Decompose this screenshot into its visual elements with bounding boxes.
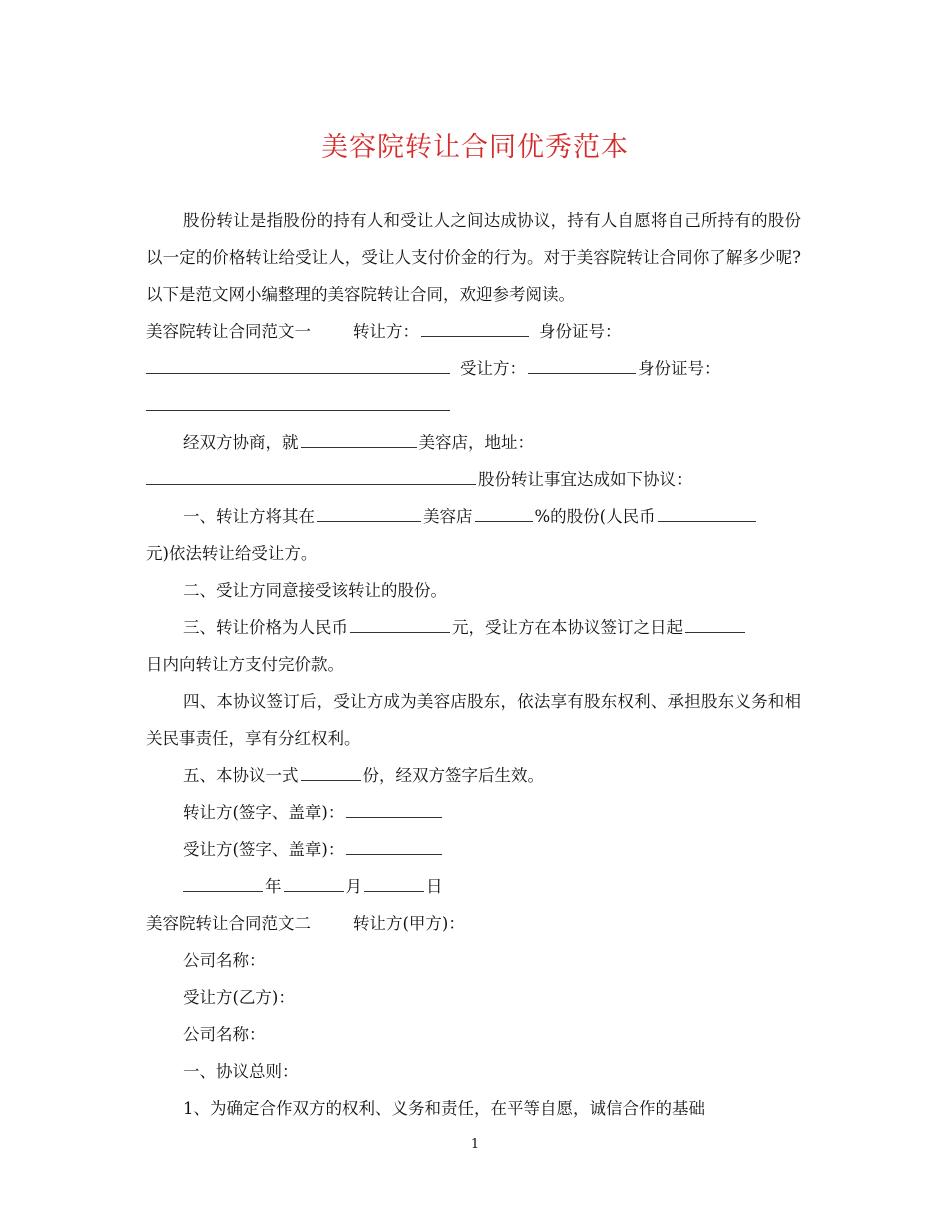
clause1-amount-blank	[658, 505, 756, 522]
clause2: 二、受让方同意接受该转让的股份。	[183, 581, 447, 600]
clause5-suffix: 份，经双方签字后生效。	[362, 766, 544, 785]
clause1-end: 元)依法转让给受让方。	[146, 544, 318, 563]
date-day: 日	[426, 877, 443, 896]
page-number: 1	[470, 1137, 480, 1152]
transferor-id-blank	[146, 357, 450, 374]
transferor-blank	[421, 320, 529, 337]
party-a-label: 转让方(甲方)：	[353, 914, 465, 933]
clause1-prefix: 一、转让方将其在	[183, 507, 315, 526]
sample2-heading-line	[146, 905, 801, 942]
clause1-shop: 美容店	[423, 507, 473, 526]
sample1-heading-line	[146, 313, 801, 350]
year-blank	[183, 875, 263, 892]
intro-paragraph: 股份转让是指股份的持有人和受让人之间达成协议，持有人自愿将自己所持有的股份以一定的价格转让给受让人，受让人支付价金的行为。对于美容院转让合同你了解多少呢?以下是范文网小编整理的美容院转让合同，欢迎参考阅读。	[146, 211, 801, 304]
transferee-id-line	[146, 387, 801, 424]
sign-transferee-blank	[346, 838, 442, 855]
transferee-line	[146, 350, 801, 387]
negotiation-prefix: 经双方协商，就	[183, 433, 299, 452]
transferee-id-blank	[146, 394, 450, 411]
clause3-prefix: 三、转让价格为人民币	[183, 618, 348, 637]
company-name-1: 公司名称：	[183, 951, 266, 970]
date-month: 月	[345, 877, 362, 896]
address-line	[146, 461, 801, 498]
document-body	[146, 202, 801, 1127]
clause3-mid: 元，受让方在本协议签订之日起	[452, 618, 683, 637]
address-blank	[146, 468, 476, 485]
month-blank	[284, 875, 344, 892]
shop-name-blank	[301, 431, 417, 448]
clause1-percent: %的股份(人民币	[534, 507, 656, 526]
clause3-end: 日内向转让方支付完价款。	[146, 655, 344, 674]
document-title: 美容院转让合同优秀范本	[321, 132, 629, 163]
sign-transferor-label: 转让方(签字、盖章)：	[183, 803, 345, 822]
sign-transferee-label: 受让方(签字、盖章)：	[183, 840, 345, 859]
sample1-heading: 美容院转让合同范文一	[146, 322, 311, 341]
negotiation-line	[146, 424, 801, 461]
transferor-id-label: 身份证号：	[539, 322, 622, 341]
clause1-shop-blank	[317, 505, 421, 522]
party-b-label: 受让方(乙方)：	[183, 988, 295, 1007]
transferor-label: 转让方：	[353, 322, 419, 341]
sign-transferor-blank	[346, 801, 442, 818]
general-item-1: 1、为确定合作双方的权利、义务和责任，在平等自愿，诚信合作的基础	[183, 1099, 705, 1118]
negotiation-suffix: 股份转让事宜达成如下协议：	[478, 470, 693, 489]
clause1-line	[146, 498, 801, 535]
date-year: 年	[265, 877, 282, 896]
clause4: 四、本协议签订后，受让方成为美容店股东，依法享有股东权利、承担股东义务和相关民事责任，享有分红权利。	[146, 692, 801, 748]
transferee-label: 受让方：	[460, 359, 526, 378]
sign-transferee-line	[146, 831, 801, 868]
clause5-prefix: 五、本协议一式	[183, 766, 299, 785]
clause3-line	[146, 609, 801, 646]
sample2-heading: 美容院转让合同范文二	[146, 914, 311, 933]
clause5-line	[146, 757, 801, 794]
day-blank	[364, 875, 424, 892]
transferee-id-label: 身份证号：	[638, 359, 721, 378]
clause5-copies-blank	[301, 764, 361, 781]
clause3-amount-blank	[350, 616, 450, 633]
transferee-blank	[528, 357, 636, 374]
clause3-days-blank	[685, 616, 745, 633]
sign-transferor-line	[146, 794, 801, 831]
date-line	[146, 868, 801, 905]
company-name-2: 公司名称：	[183, 1025, 266, 1044]
clause1-percent-blank	[475, 505, 533, 522]
negotiation-shop: 美容店，地址：	[418, 433, 534, 452]
general-heading: 一、协议总则：	[183, 1062, 299, 1081]
